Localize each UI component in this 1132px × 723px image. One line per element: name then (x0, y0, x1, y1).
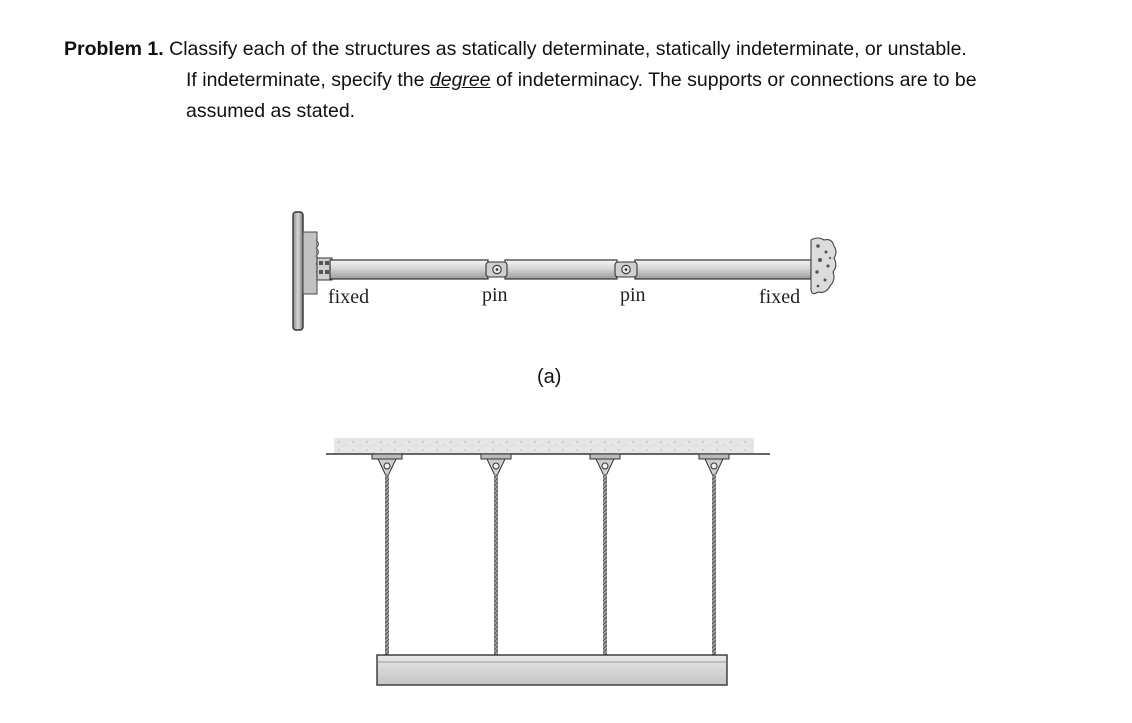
pin-2-label: pin (620, 284, 646, 306)
hanger-3 (590, 454, 620, 665)
figure-b (326, 438, 770, 685)
problem-text-line-2-pre: If indeterminate, specify the (186, 69, 430, 91)
ceiling-slab (334, 438, 754, 453)
figure-a (293, 212, 836, 330)
right-fixed-support (811, 238, 836, 294)
hanger-1 (372, 454, 402, 665)
problem-label: Problem 1. (64, 38, 164, 60)
pin-1-label: pin (482, 284, 508, 306)
hanger-4 (699, 454, 729, 665)
pin-connection-2 (615, 262, 637, 277)
left-fixed-wall (293, 212, 332, 330)
problem-line-3: assumed as stated. (186, 100, 356, 122)
degree-emphasis: degree (429, 69, 491, 91)
left-fixed-label: fixed (328, 286, 370, 308)
hanger-2 (481, 454, 511, 665)
problem-text-line-1: Classify each of the structures as statically determinate, statically indeterminate, or unstable. (169, 38, 967, 60)
beam-segment-2 (505, 260, 617, 279)
beam-segment-3 (635, 260, 811, 279)
problem-text-line-2-post: of indeterminacy. The supports or connections are to be (490, 69, 977, 91)
right-fixed-label: fixed (759, 286, 801, 308)
beam-segment-1 (330, 260, 488, 279)
pin-connection-1 (486, 262, 507, 277)
suspended-bar (377, 655, 727, 685)
figure-a-caption: (a) (537, 366, 562, 388)
